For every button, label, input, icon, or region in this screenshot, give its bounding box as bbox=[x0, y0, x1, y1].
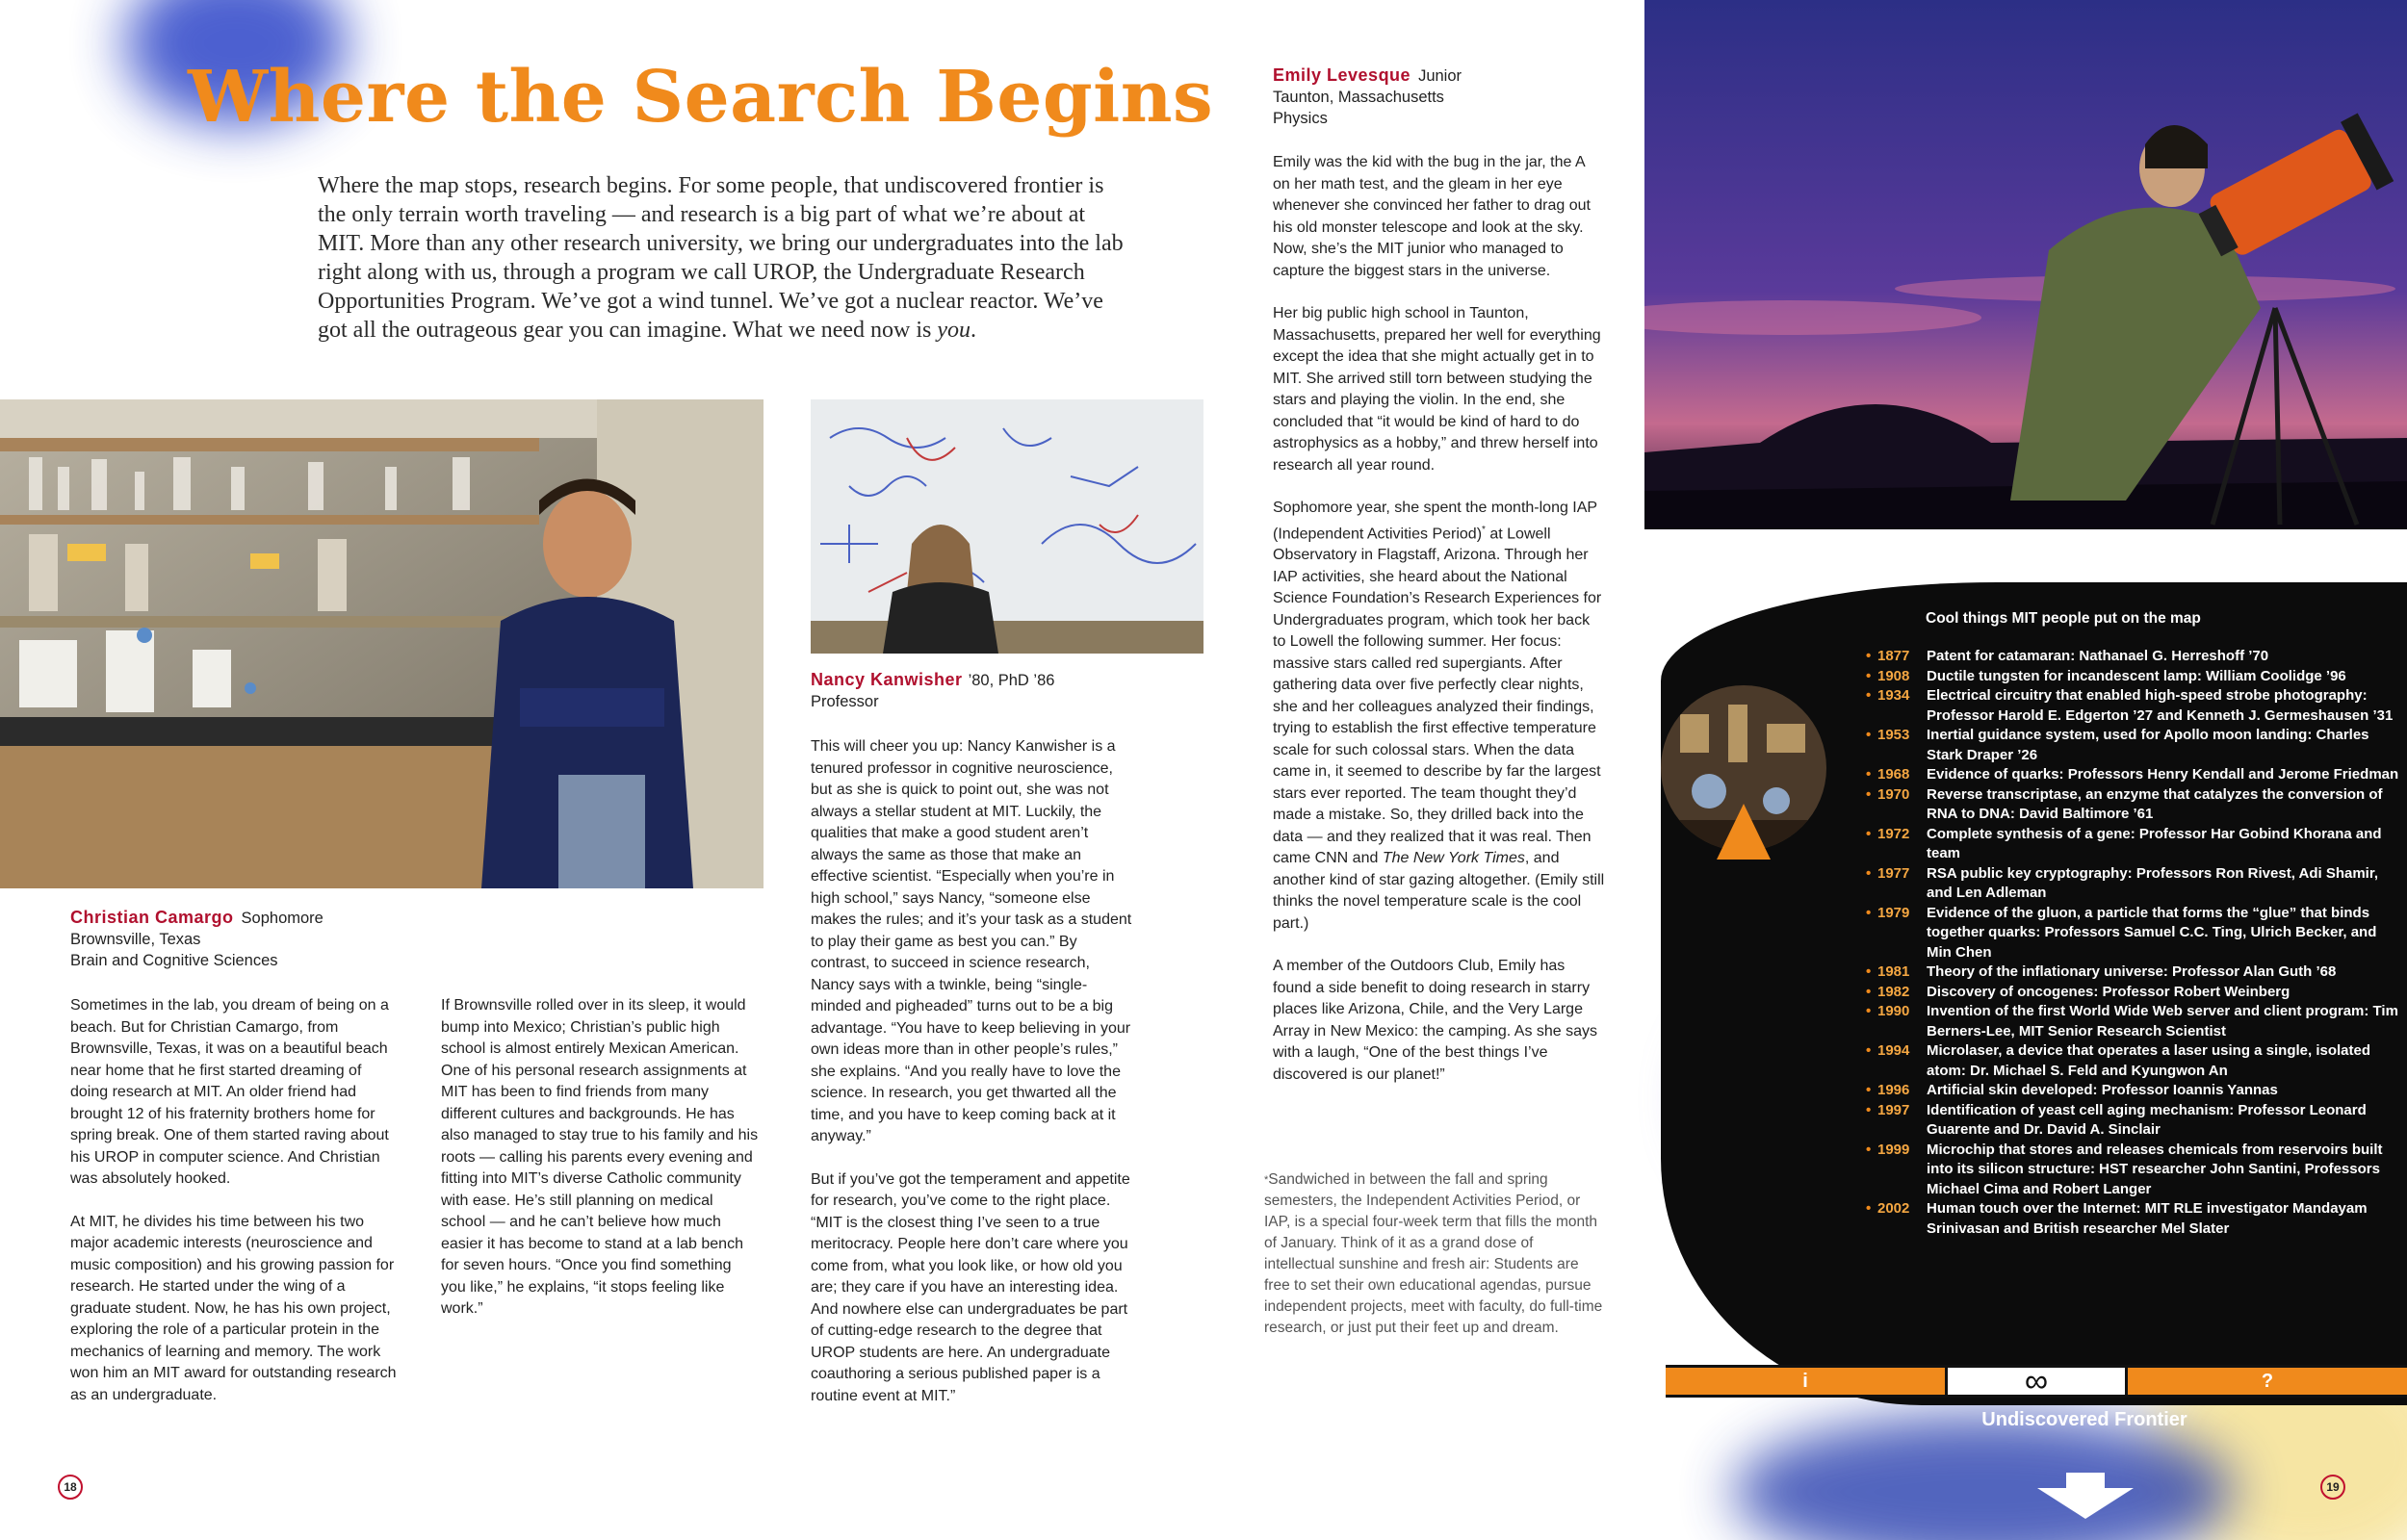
cool-thing-year: 1970 bbox=[1877, 785, 1910, 803]
iap-footnote bbox=[1264, 1169, 1606, 1339]
cool-thing-text: RSA public key cryptography: Professors Ron Rivest, Adi Shamir, and Len Adleman bbox=[1927, 864, 2379, 901]
cool-thing-text: Evidence of quarks: Professors Henry Kendall and Jerome Friedman bbox=[1927, 766, 2399, 783]
page-number-right: 19 bbox=[2320, 1475, 2345, 1500]
christian-column-2 bbox=[441, 995, 759, 1342]
emily-text: at Lowell Observatory in Flagstaff, Arizona. Through her IAP activities, she heard about the National Science Foundation’s Research Experiences for Undergraduates program, which took her back to Lowell the following summer. Her focus: massive stars called red supergiants. After gathering data over five perfectly clear nights, she and her colleagues analyzed their findings, trying to establish the first effective temperature scale for such colossal stars. When the data came in, it seemed to describe by far the largest stars ever reported. The team thought they’d made a mistake. So, they drilled back into the data — and they realized that it was real. Then came CNN and bbox=[1273, 525, 1602, 867]
emily-telescope-photo bbox=[1644, 0, 2407, 529]
cool-thing-year: 1996 bbox=[1877, 1082, 1910, 1098]
cool-thing-item bbox=[1866, 1041, 2400, 1081]
down-arrow-icon[interactable] bbox=[2037, 1473, 2134, 1521]
emily-paragraph: Her big public high school in Taunton, Massachusetts, prepared her well for everything except the idea that she might actually get in to MIT. She arrived still torn between studying the stars and playing the violin. In the end, she concluded that “it would be kind of hard to do astrophysics as a hobby,” and threw herself into research all year round. bbox=[1273, 305, 1601, 474]
cool-thing-text: Discovery of oncogenes: Professor Robert Weinberg bbox=[1927, 983, 2291, 1000]
cool-thing-text: Microchip that stores and releases chemicals from reservoirs built into its silicon structure: HST researcher John Santini, Professors Michael Cima and Robert Langer bbox=[1927, 1141, 2383, 1197]
bullet-icon: • bbox=[1866, 648, 1872, 664]
cool-thing-text: Complete synthesis of a gene: Professor Har Gobind Khorana and team bbox=[1927, 825, 2382, 861]
cool-thing-text: Theory of the inflationary universe: Professor Alan Guth ’68 bbox=[1927, 963, 2337, 980]
bullet-icon: • bbox=[1866, 1082, 1872, 1098]
cool-thing-item bbox=[1866, 667, 2400, 687]
cool-thing-year: 1977 bbox=[1877, 864, 1910, 882]
cool-thing-year: 1982 bbox=[1877, 983, 1910, 1000]
cool-thing-item bbox=[1866, 1101, 2400, 1141]
emily-paragraph: Emily was the kid with the bug in the jar, the A on her math test, and the gleam in her eye whenever she convinced her father to drag out his old monster telescope and look at the sky. Now, she’s the MIT junior who managed to capture the biggest stars in the universe. bbox=[1273, 154, 1591, 279]
footnote-marker: * bbox=[1482, 524, 1486, 535]
cool-thing-item bbox=[1866, 726, 2400, 765]
christian-paragraph: At MIT, he divides his time between his two major academic interests (neuroscience and music composition) and his growing passion for research. He started under the wing of a graduate student. Now, he has his own project, exploring the role of a particular protein in the mechanics of learning and memory. The work won him an MIT award for outstanding research as an undergraduate. bbox=[70, 1213, 397, 1403]
cool-thing-text: Evidence of the gluon, a particle that forms the “glue” that binds together quarks: Professors Samuel C.C. Ting, Ulrich Becker, and Min Chen bbox=[1927, 904, 2377, 961]
cool-thing-year: 1877 bbox=[1877, 648, 1910, 664]
emily-caption bbox=[1273, 65, 1462, 129]
cool-thing-year: 1972 bbox=[1877, 825, 1910, 842]
nancy-caption bbox=[811, 670, 1054, 712]
bullet-icon: • bbox=[1866, 727, 1872, 743]
info-tab[interactable]: i bbox=[1666, 1368, 1945, 1395]
cool-thing-item bbox=[1866, 647, 2400, 667]
bullet-icon: • bbox=[1866, 687, 1872, 704]
christian-paragraph: Sometimes in the lab, you dream of being on a beach. But for Christian Camargo, from Brownsville, Texas, it was on a beautiful beach near home that he first started dreaming of doing research at MIT. An older friend had brought 12 of his fraternity brothers home for spring break. One of them started raving about his UROP in computer science. And Christian was absolutely hooked. bbox=[70, 997, 389, 1187]
cool-thing-year: 2002 bbox=[1877, 1200, 1910, 1217]
cool-thing-text: Artificial skin developed: Professor Ioannis Yannas bbox=[1927, 1082, 2278, 1098]
cool-thing-text: Reverse transcriptase, an enzyme that catalyzes the conversion of RNA to DNA: David Baltimore ’61 bbox=[1927, 785, 2383, 822]
cool-thing-item bbox=[1866, 864, 2400, 904]
cool-thing-item bbox=[1866, 983, 2400, 1003]
bullet-icon: • bbox=[1866, 667, 1872, 684]
orange-cone-shape bbox=[1717, 804, 1771, 860]
emily-year: Junior bbox=[1418, 67, 1462, 85]
cool-thing-item bbox=[1866, 785, 2400, 825]
cool-things-list bbox=[1866, 647, 2400, 1239]
cool-thing-year: 1968 bbox=[1877, 766, 1910, 783]
christian-caption bbox=[70, 908, 324, 971]
cool-thing-year: 1953 bbox=[1877, 727, 1910, 743]
nancy-degree: ’80, PhD ’86 bbox=[968, 672, 1055, 689]
bullet-icon: • bbox=[1866, 983, 1872, 1000]
section-label: Undiscovered Frontier bbox=[1981, 1409, 2187, 1430]
emily-paragraph: A member of the Outdoors Club, Emily has found a side benefit to doing research in starry places like Arizona, Chile, and the Very Large Array in New Mexico: the camping. As she says with a laugh, “One of the best things I’ve discovered is our planet!” bbox=[1273, 958, 1598, 1083]
cool-thing-item bbox=[1866, 1002, 2400, 1041]
cool-thing-text: Invention of the first World Wide Web server and client program: Tim Berners-Lee, MIT Senior Research Scientist bbox=[1927, 1003, 2398, 1040]
emily-paragraph bbox=[1273, 498, 1605, 935]
nancy-column bbox=[811, 736, 1136, 1428]
emily-hometown: Taunton, Massachusetts bbox=[1273, 89, 1444, 106]
bullet-icon: • bbox=[1866, 1101, 1872, 1118]
cool-thing-text: Human touch over the Internet: MIT RLE investigator Mandayam Srinivasan and British researcher Mel Slater bbox=[1927, 1200, 2368, 1237]
nancy-paragraph: But if you’ve got the temperament and appetite for research, you’ve come to the right place. “MIT is the closest thing I’ve seen to a true meritocracy. People here don’t care where you come from, what you look like, or how old you are; they care if you have an interesting idea. And nowhere else can undergraduates be part of cutting-edge research to the degree that UROP students are here. An undergraduate coauthoring a serious published paper is a routine event at MIT.” bbox=[811, 1170, 1130, 1404]
intro-text: Where the map stops, research begins. For some people, that undiscovered frontier is the only terrain worth traveling — and research is a big part of what we’re about at MIT. More than any other research university, we bring our undergraduates into the lab right along with us, through a program we call UROP, the Undergraduate Research Opportunities Program. We’ve got a wind tunnel. We’ve got a nuclear reactor. We’ve got all the outrageous gear you can imagine. What we need now is bbox=[318, 173, 1124, 343]
cool-thing-item bbox=[1866, 686, 2400, 726]
cool-thing-item bbox=[1866, 825, 2400, 864]
section-nav-bar bbox=[1666, 1362, 2407, 1399]
infinity-tab[interactable]: ∞ bbox=[1945, 1368, 2128, 1395]
emily-text: , and another kind of star gazing altogether. (Emily still thinks the novel temperature scale is the cool part.) bbox=[1273, 850, 1605, 932]
cool-thing-year: 1997 bbox=[1877, 1101, 1910, 1118]
cool-thing-item bbox=[1866, 904, 2400, 963]
emily-major: Physics bbox=[1273, 110, 1328, 127]
intro-paragraph bbox=[318, 171, 1131, 345]
bullet-icon: • bbox=[1866, 766, 1872, 783]
bullet-icon: • bbox=[1866, 963, 1872, 980]
christian-hometown: Brownsville, Texas bbox=[70, 931, 201, 948]
intro-emphasis: you bbox=[937, 318, 971, 343]
cool-thing-text: Ductile tungsten for incandescent lamp: William Coolidge ’96 bbox=[1927, 667, 2346, 684]
emily-column bbox=[1273, 152, 1605, 1107]
cool-thing-text: Electrical circuitry that enabled high-speed strobe photography: Professor Harold E. Edgerton ’27 and Kenneth J. Germeshausen ’31 bbox=[1927, 687, 2394, 724]
christian-name: Christian Camargo bbox=[70, 908, 234, 927]
christian-paragraph: If Brownsville rolled over in its sleep, it would bump into Mexico; Christian’s public high school is almost entirely Mexican American. One of his personal research assignments at MIT has been to find friends from many different cultures and backgrounds. He has also managed to stay true to his family and his roots — calling his parents every evening and fitting into MIT’s diverse Catholic community with ease. He’s still planning on medical school — and he can’t believe how much easier it has become to stand at a lab bench for seven hours. “Once you find something you like,” he explains, “it stops feeling like work.” bbox=[441, 997, 759, 1317]
cool-thing-item bbox=[1866, 765, 2400, 785]
page-number-left: 18 bbox=[58, 1475, 83, 1500]
cool-thing-item bbox=[1866, 962, 2400, 983]
bullet-icon: • bbox=[1866, 825, 1872, 842]
cool-thing-year: 1999 bbox=[1877, 1141, 1910, 1158]
cool-thing-year: 1908 bbox=[1877, 667, 1910, 684]
cool-thing-item bbox=[1866, 1141, 2400, 1200]
christian-lab-photo bbox=[0, 399, 764, 888]
christian-major: Brain and Cognitive Sciences bbox=[70, 952, 278, 969]
bullet-icon: • bbox=[1866, 1042, 1872, 1059]
cool-thing-year: 1934 bbox=[1877, 687, 1910, 704]
nancy-role: Professor bbox=[811, 693, 879, 710]
question-tab[interactable]: ? bbox=[2128, 1368, 2407, 1395]
cool-thing-year: 1994 bbox=[1877, 1042, 1910, 1059]
nancy-paragraph: This will cheer you up: Nancy Kanwisher is a tenured professor in cognitive neuroscience, but as she is quick to point out, she was not always a stellar student at MIT. Luckily, the qualities that make a good student aren’t always the same as those that make an effective scientist. “Especially when you’re in high school,” says Nancy, “someone else makes the rules; and it’s your task as a student to play their game as best you can.” By contrast, to succeed in science research, Nancy says with a twinkle, being “single-minded and pigheaded” turns out to be a big advantage. “You have to keep believing in your own ideas more than in other people’s rules,” she explains. “And you really have to love the science. In research, you get thwarted all the time, and you have to keep coming back at it anyway.” bbox=[811, 738, 1132, 1144]
telescope-scene-image bbox=[1644, 0, 2407, 529]
cool-thing-text: Inertial guidance system, used for Apollo moon landing: Charles Stark Draper ’26 bbox=[1927, 727, 2369, 763]
lab-scene-image bbox=[0, 399, 764, 888]
page-title: Where the Search Begins bbox=[188, 56, 1214, 139]
bullet-icon: • bbox=[1866, 785, 1872, 803]
whiteboard-scene-image bbox=[811, 399, 1204, 654]
bullet-icon: • bbox=[1866, 864, 1872, 882]
bullet-icon: • bbox=[1866, 1003, 1872, 1019]
cool-thing-text: Patent for catamaran: Nathanael G. Herreshoff ’70 bbox=[1927, 648, 2269, 664]
cool-thing-item bbox=[1866, 1081, 2400, 1101]
bullet-icon: • bbox=[1866, 1200, 1872, 1217]
cool-thing-text: Identification of yeast cell aging mechanism: Professor Leonard Guarente and Dr. David A. Sinclair bbox=[1927, 1101, 2367, 1138]
nyt-title: The New York Times bbox=[1382, 850, 1525, 867]
nancy-whiteboard-photo bbox=[811, 399, 1204, 654]
cool-thing-year: 1990 bbox=[1877, 1003, 1910, 1019]
nancy-name: Nancy Kanwisher bbox=[811, 670, 963, 689]
cool-thing-text: Microlaser, a device that operates a laser using a single, isolated atom: Dr. Michael S. Feld and Kyungwon An bbox=[1927, 1042, 2371, 1079]
cool-thing-year: 1981 bbox=[1877, 963, 1910, 980]
footnote-mark: * bbox=[1264, 1174, 1269, 1186]
footnote-text: Sandwiched in between the fall and spring semesters, the Independent Activities Period, or IAP, is a special four-week term that fills the month of January. Think of it as a grand dose of intellectual sunshine and fresh air: Students are free to set their own educational agendas, pursue independent projects, meet with faculty, do full-time research, or just put their feet up and dream. bbox=[1264, 1171, 1603, 1336]
emily-name: Emily Levesque bbox=[1273, 65, 1411, 85]
down-arrow-shape bbox=[2037, 1473, 2134, 1521]
bullet-icon: • bbox=[1866, 1141, 1872, 1158]
bullet-icon: • bbox=[1866, 904, 1872, 921]
cool-thing-year: 1979 bbox=[1877, 904, 1910, 921]
intro-end: . bbox=[971, 318, 977, 343]
cool-things-title: Cool things MIT people put on the map bbox=[1926, 610, 2201, 627]
cool-thing-item bbox=[1866, 1199, 2400, 1239]
emily-text: Sophomore year, she spent the month-long IAP (Independent Activities Period) bbox=[1273, 500, 1597, 542]
christian-year: Sophomore bbox=[241, 910, 324, 927]
christian-column-1 bbox=[70, 995, 402, 1427]
